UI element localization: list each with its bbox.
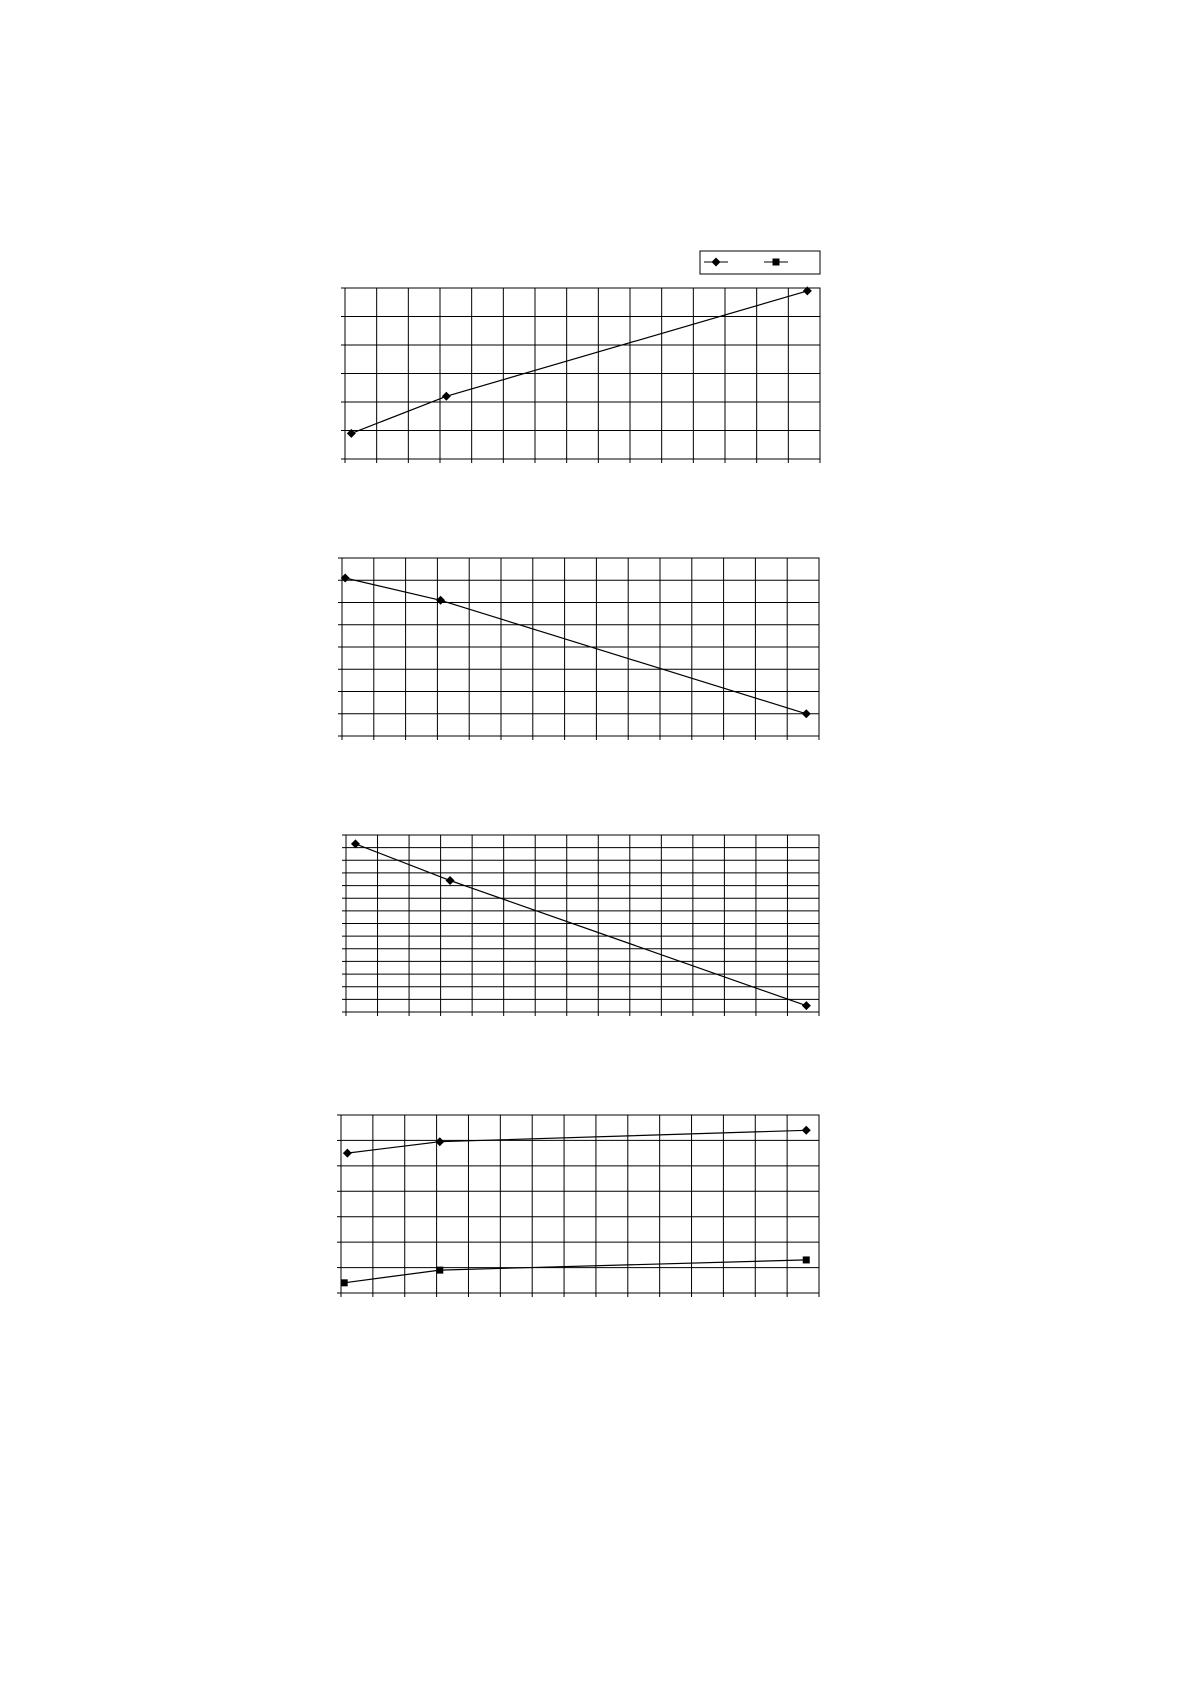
series-line: [356, 844, 807, 1006]
series-line: [344, 1260, 806, 1283]
data-point-diamond: [343, 1149, 352, 1158]
axis-ticks: [342, 835, 819, 1016]
chart-4: [337, 1115, 819, 1297]
chart-3: [342, 835, 819, 1016]
data-point-square: [436, 1267, 443, 1274]
data-point-diamond: [446, 876, 455, 885]
data-point-diamond: [351, 839, 360, 848]
chart-1: [341, 286, 820, 463]
axis-ticks: [337, 1115, 819, 1297]
series-diamond: [341, 574, 811, 719]
data-point-diamond: [442, 392, 451, 401]
legend: [700, 251, 820, 274]
data-point-square: [341, 1279, 348, 1286]
series-diamond: [351, 839, 811, 1010]
gridlines: [345, 288, 820, 459]
series-line: [351, 291, 807, 434]
axis-ticks: [338, 558, 819, 740]
data-point-diamond: [802, 1126, 811, 1135]
legend-marker-square: [773, 259, 780, 266]
chart-2: [338, 558, 819, 740]
data-point-square: [803, 1256, 810, 1263]
series-line: [347, 1130, 806, 1153]
data-point-diamond: [802, 709, 811, 718]
series-line: [345, 578, 806, 714]
data-point-diamond: [802, 1001, 811, 1010]
series-square: [341, 1256, 810, 1286]
gridlines: [342, 558, 819, 736]
series-diamond: [347, 286, 812, 438]
series-diamond: [343, 1126, 811, 1158]
charts-group: [337, 286, 820, 1297]
axis-ticks: [341, 288, 820, 463]
